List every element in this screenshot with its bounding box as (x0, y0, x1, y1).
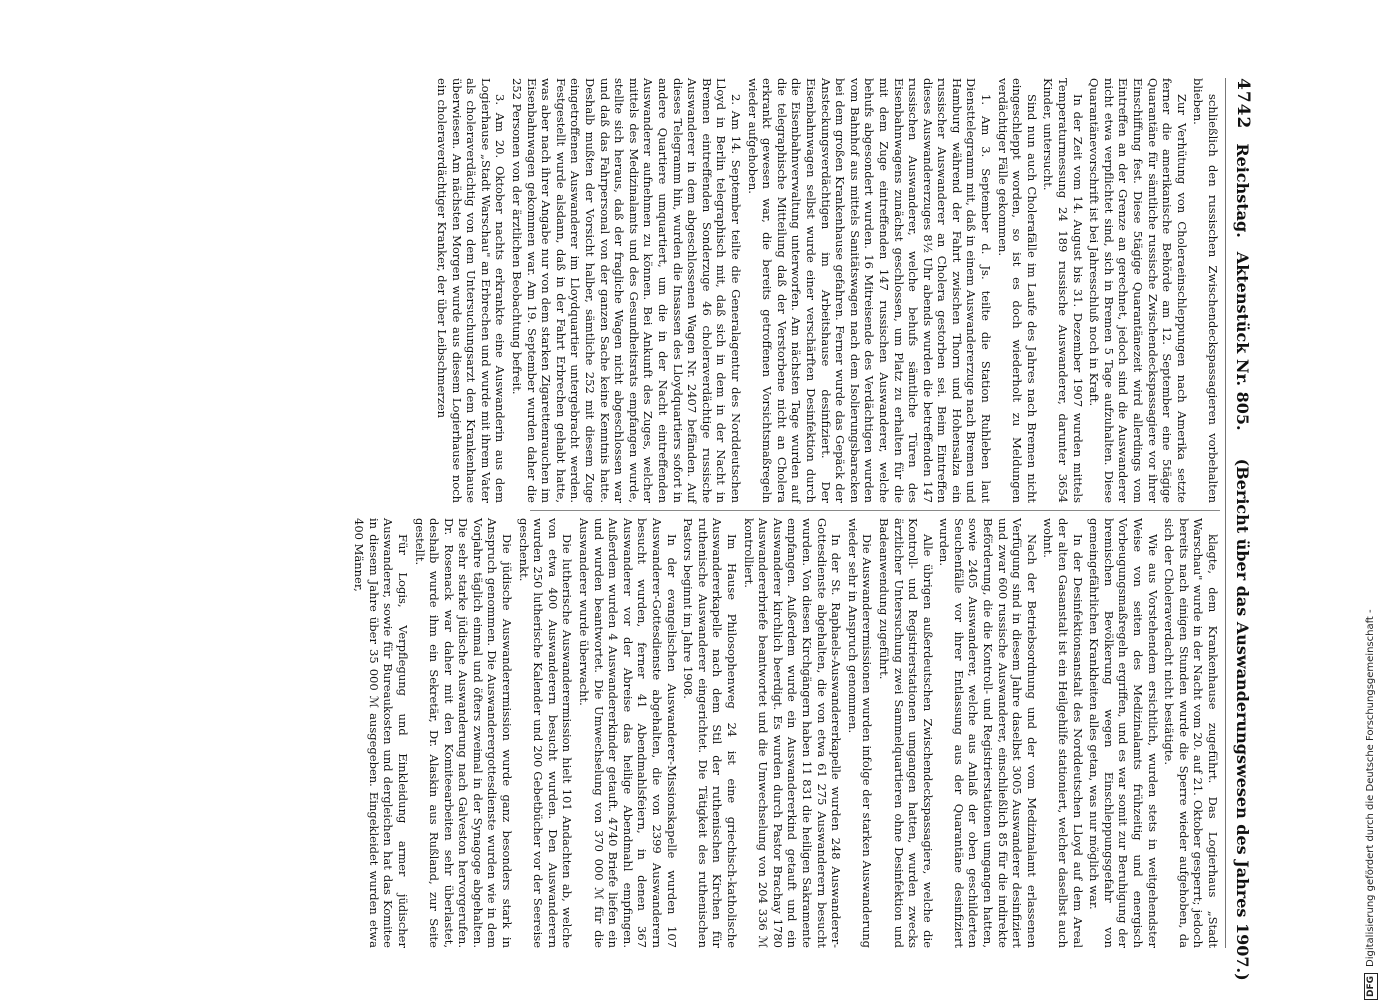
paragraph: In der St. Raphaels-Auswandererkapelle wurden 248 Auswanderer-Gottesdienste abgehalten, die von etwa 61 275 Auswanderern besucht wurden. Von diesen Kirchgängern haben 11 831 die heiligen Sakramente empfangen. Außerdem wurde ein Auswandererkind getauft und ein Auswanderer kirchlich beerdigt. Es wurden durch Pastor Brachay 1780 Auswandererbriefe beantwortet und die Umwechselung von 204 336 ℳ kontrolliert. (741, 518, 844, 948)
paragraph: In der Zeit vom 14. August bis 31. Dezember 1907 wurden mittels Temperaturmessung 24 189 russische Auswanderer, darunter 3654 Kinder, untersucht. (1041, 78, 1085, 503)
paragraph: Im Hause Philosophenweg 24 ist eine griechisch-katholische Auswandererkapelle nach dem Stil der ruthenischen Kirchen für ruthenische Auswanderer eingerichtet. Die Tätigkeit des ruthenischen Pastors beginnt im Jahre 1908. (681, 518, 739, 948)
paragraph: Für Logis, Verpflegung und Einkleidung armer jüdischer Auswanderer, sowie für Bureaukosten und dergleichen hat das Komitee in diesem Jahre über 35 000 ℳ ausgegeben. Eingekleidet wurden etwa 400 Männer, (352, 518, 410, 948)
column-divider (530, 510, 1220, 511)
paragraph: Die lutherische Auswanderermission hielt 101 Andachten ab, welche von etwa 400 Auswanderern besucht wurden. Den Auswanderern wurden 250 lutherische Kalender und 200 Gebetbücher vor der Seereise geschenkt. (516, 518, 575, 948)
header-left-title: Reichstag. (1233, 143, 1253, 238)
paragraph: Alle übrigen außerdeutschen Zwischendeckspassagiere, welche die Kontroll- und Registrierstationen umgangen hatten, wurden zwecks ärztlicher Untersuchung zwei Sammelquartieren ohne Desinfektion und Badeanwendung zugeführt. (876, 518, 935, 948)
header-center-title: Aktenstück Nr. 805. (1233, 251, 1253, 431)
right-text-column (352, 518, 1220, 948)
paragraph: klagte, dem Krankenhause zugeführt. Das Logierhaus „Stadt Warschau" wurde in der Nacht vom 20. auf 21. Oktober gesperrt; jedoch bereits nach einigen Stunden wurde die Sperre wieder aufgehoben, da sich der Choleraverdacht nicht bestätigte. (1162, 518, 1220, 948)
credit-text: Digitalisierung gefördert durch die Deutsche Forschungsgemeinschaft - (1365, 609, 1376, 967)
paragraph: Nach der Betriebsordnung und der vom Medizinalamt erlassenen Verfügung sind in diesem Jahre daselbst 3005 Auswanderer desinfiziert und zwar 600 russische Auswanderer, einschließlich 85 für die indirekte Beförderung, die die Kontroll- und Registrierstationen umgangen hatten, sowie 2405 Auswanderer, welche aus Anlaß der oben geschilderten Seuchenfälle vor ihrer Entlassung aus der Quarantäne desinfiziert wurden. (937, 518, 1039, 948)
page-number: 4742 (1233, 78, 1253, 130)
paragraph: Die Auswanderermissionen wurden infolge der starken Auswanderung wieder sehr in Anspruch genommen. (845, 518, 875, 948)
paragraph: 2. Am 14. September teilte die Generalagentur des Norddeutschen Lloyd in Berlin telegraphisch mit, daß sich in dem in der Nacht in Bremen eintreffenden Sonderzuge 46 choleraverdächtige russische Auswanderer in dem abgeschlossenen Wagen Nr. 2407 befänden. Auf dieses Telegramm hin, wurden die Insassen des Lloydquartiers sofort in andere Quartiere umquartiert, um die in der Nacht eintreffenden Auswanderer aufnehmen zu können. Bei Ankunft des Zuges, welcher mittels des Medizinalamts und des Gesundheitsrats empfangen wurde, stellte sich heraus, daß der fragliche Wagen nicht abgeschlossen war und daß das Fahrpersonal von der ganzen Sache keine Kenntnis hatte. Deshalb mußten der Vorsicht halber, sämtliche 252 mit diesem Zuge eingetroffenen Auswanderer im Lloydquartier untergebracht werden. Festgestellt wurde alsdann, daß in der Fahrt Erbrechen gehabt hatte, was aber nach ihrer Angabe nur von dem starken Zigarettenrauchen im Eisenbahnwagen gekommen war. Am 19. September wurden daher die 252 Personen von der ärztlichen Beobachtung befreit. (510, 78, 743, 503)
left-text-column (435, 78, 1220, 503)
page-header (1225, 78, 1260, 981)
paragraph: Zur Verhütung von Choleraeinschleppungen nach Amerika setzte ferner die amerikanische Behörde am 12. September eine 5tägige Quarantäne für sämtliche russische Zwischendeckspassagiere vor ihrer Einschiffung fest. Diese 5tägige Quarantänezeit wird allerdings vom Eintreffen an der Grenze an gerechnet, jedoch sind die Auswanderer nicht etwa verpflichtet sind, sich in Bremen 5 Tage aufzuhalten. Diese Quarantänevorschrift ist bei Jahresschluß noch in Kraft. (1087, 78, 1189, 503)
paragraph: Wie aus Vorstehendem ersichtlich, wurden stets in weitgehendster Weise von seiten des Medizinalamts frühzeitig und energisch Vorbeugungsmaßregeln ergriffen, und es war somit zur Beruhigung der bremischen Bevölkerung wegen Einschleppungsgefahr von gemeingefährlichen Krankheiten alles getan, was nur möglich war. (1087, 518, 1160, 948)
digitization-credit (1360, 0, 1382, 1000)
paragraph: 1. Am 3. September d. Js. teilte die Station Ruhleben laut Diensttelegramm mit, daß in einem Auswandererzuge nach Bremen und Hamburg während der Fahrt zwischen Thorn und Hohensalza ein russischer Auswanderer an Cholera gestorben sei. Beim Eintreffen dieses Auswandererzuges 8½ Uhr abends wurden die betreffenden 147 russischen Auswanderer, welche behufs sämtliche Türen des Eisenbahnwagens zunächst geschlossen, um Platz zu erhalten für die mit dem Zuge eintreffenden 147 russischen Auswanderer, welche behufs abgesondert wurden. 16 Mitreisende des Verdächtigen wurden vom Bahnhof aus mittels Sanitätswagen nach dem Isolierungsbaracken bei dem großen Krankenhause gefahren. Ferner wurde das Gepäck der Ansteckungsverdächtigen im Arbeitshause desinfiziert. Der Eisenbahnwagen selbst wurde einer verschärften Desinfektion durch die Eisenbahnverwaltung unterworfen. Am nächsten Tage wurden auf die telegraphische Mitteilung daß der Verstorbene nicht an Cholera erkrankt gewesen war, die bereits getroffenen Vorsichtsmaßregeln wieder aufgehoben. (745, 78, 994, 503)
paragraph: schließlich den russischen Zwischendeckspassagieren vorbehalten blieben. (1191, 78, 1220, 503)
paragraph: Die jüdische Auswanderermission wurde ganz besonders stark in Anspruch genommen. Die Auswanderergottesdienste wurden wie in dem Vorjahre täglich einmal und öfters zweimal in der Synagoge abgehalten. Die sehr starke jüdische Auswanderung nach Galveston hervorgerufen. Dr. Rosenack war daher mit den Komiteearbeiten sehr überlastet, deshalb wurde ihm ein Sekretär, Dr. Alaskin aus Rußland, zur Seite gestellt. (412, 518, 515, 948)
paragraph: Sind nun auch Cholerafälle im Laufe des Jahres nach Bremen nicht eingeschleppt worden, so ist es doch wiederholt zu Meldungen verdächtiger Fälle gekommen. (995, 78, 1039, 503)
paragraph: In der Desinfektionsanstalt des Norddeutschen Lloyd auf dem Areal der alten Gasanstalt ist ein Heilgehilfe stationiert, welcher daselbst auch wohnt. (1041, 518, 1085, 948)
paragraph: 3. Am 20. Oktober nachts erkrankte eine Auswanderin aus dem Logierhause „Stadt Warschau" an Erbrechen und wurde mit ihrem Vater als choleraverdächtig von dem Untersuchungsarzt dem Krankenhause überwiesen. Am nächsten Morgen wurde aus diesem Logierhause noch ein choleraverdächtiger Kranker, der über Leibschmerzen (435, 78, 508, 503)
dfg-logo: DFG (1364, 973, 1378, 1000)
header-right-title: (Bericht über das Auswanderungswesen des Jahres 1907.) (1233, 458, 1253, 981)
paragraph: In der evangelischen Auswanderer-Missionskapelle wurden 107 Auswanderer-Gottesdienste abgehalten, die von 2399 Auswanderern besucht wurden, ferner 41 Abendmahlsfeiern, in denen 367 Auswanderer vor der Abreise das heilige Abendmahl empfingen. Außerdem wurden 4 Auswandererkinder getauft. 4740 Briefe liefen ein und wurden beantwortet. Die Umwechselung von 370 000 ℳ für die Auswanderer wurde überwacht. (577, 518, 679, 948)
